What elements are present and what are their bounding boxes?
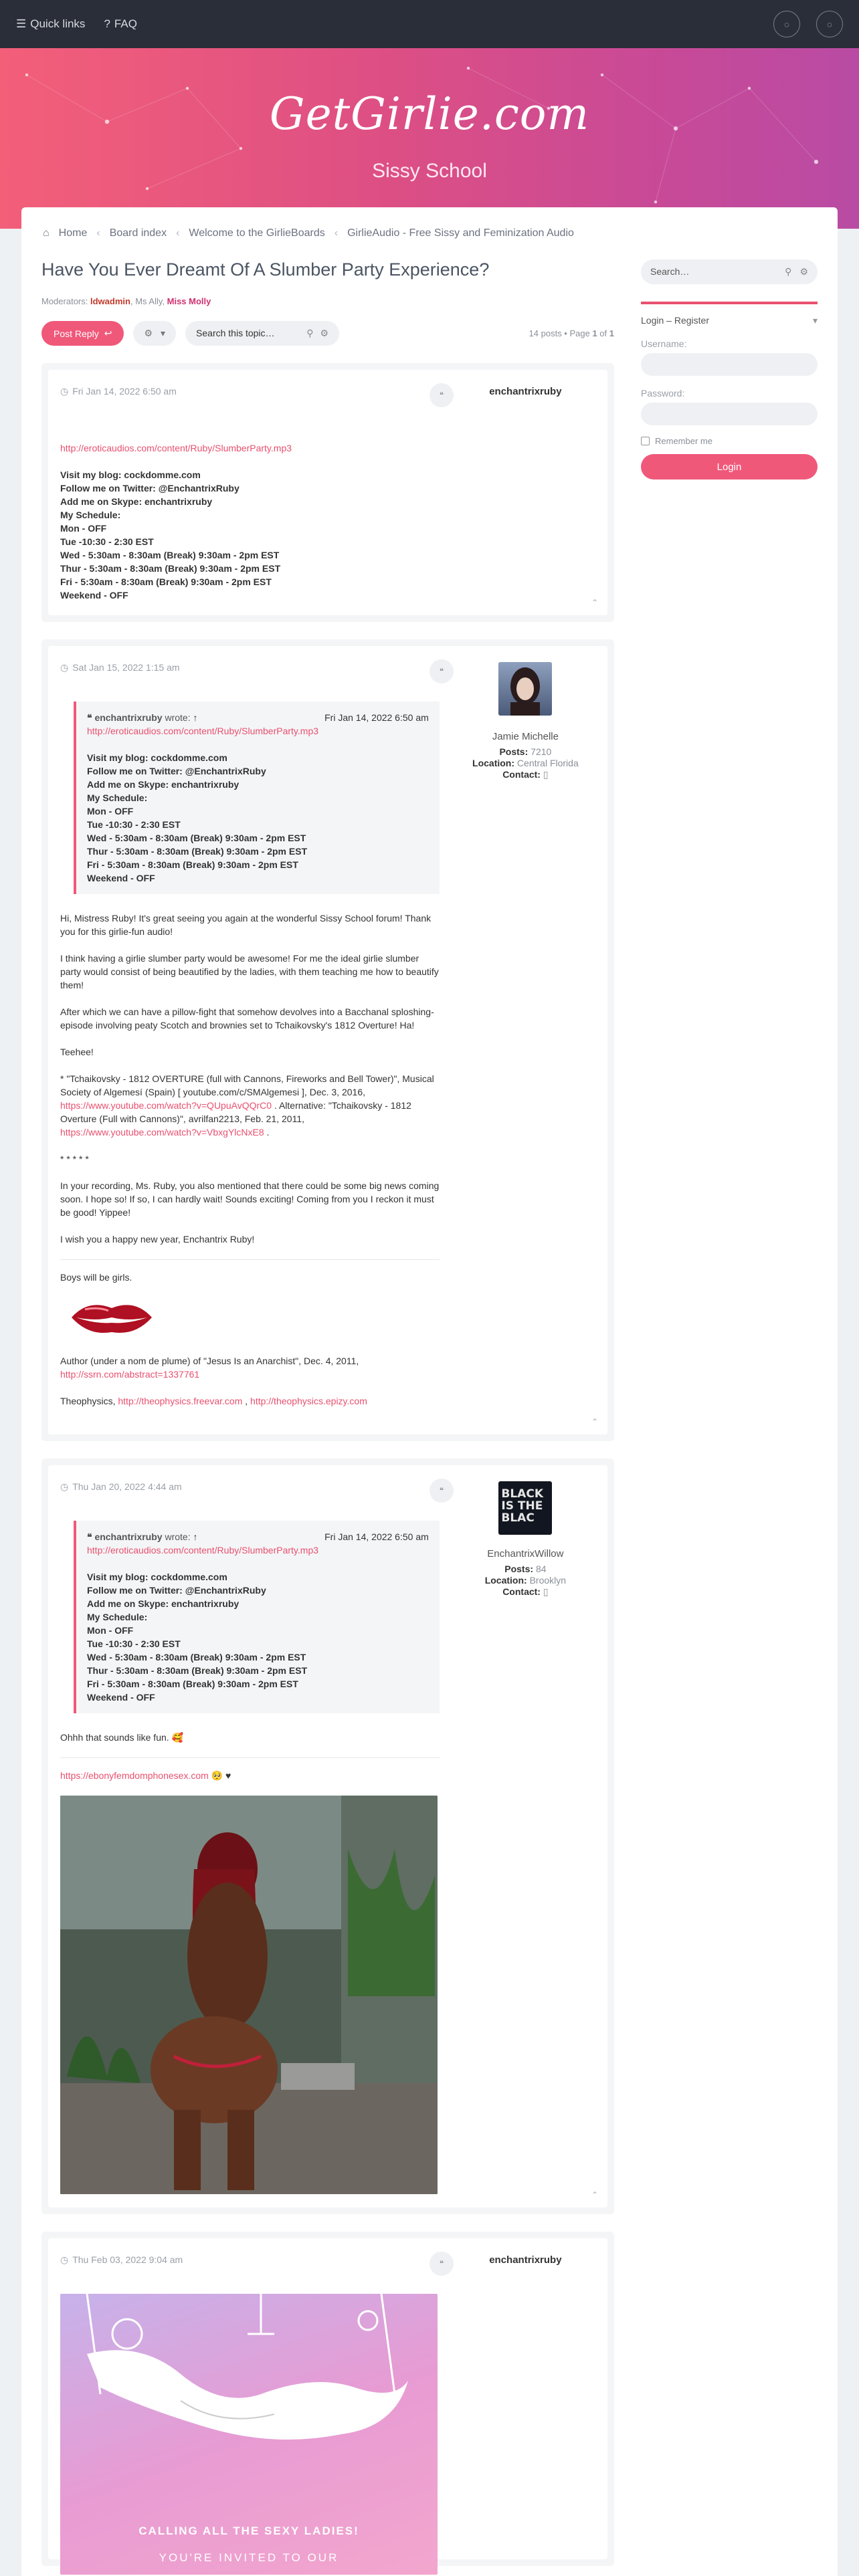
- site-header: [0, 48, 859, 229]
- breadcrumb-forum-girlieaudio[interactable]: GirlieAudio - Free Sissy and Feminization Audio: [347, 227, 574, 239]
- post-profile: [457, 386, 594, 602]
- clock-icon: ◷: [60, 662, 69, 673]
- home-icon: ⌂: [43, 227, 50, 239]
- signature: https://ebonyfemdomphonesex.com 🥺 ♥: [60, 1757, 440, 2194]
- post: [41, 2232, 614, 2566]
- contact-icon[interactable]: ▯: [543, 1586, 549, 1597]
- schedule-line: Tue -10:30 - 2:30 EST: [87, 819, 181, 830]
- post: [41, 639, 614, 1441]
- quote-button[interactable]: [430, 1479, 454, 1503]
- party-invite-image: [60, 2294, 438, 2575]
- clock-icon: ◷: [60, 2254, 69, 2265]
- post-date[interactable]: ◷ Sat Jan 15, 2022 1:15 am: [60, 662, 180, 673]
- settings-icon[interactable]: ⚙: [320, 328, 329, 338]
- remember-me-checkbox[interactable]: [641, 437, 650, 445]
- post: [41, 363, 614, 622]
- schedule-line: Visit my blog: cockdomme.com: [87, 1572, 227, 1582]
- schedule-line: Mon - OFF: [87, 1625, 134, 1636]
- quote-block: ❝ enchantrixruby wrote: ↑ Fri Jan 14, 2022 6:50 am http://eroticaudios.com/content/Ruby/SlumberParty.mp3 Visit my blog: cockdomme.com Follow me on Twitter: @EnchantrixRuby Add me on Skype: enchantrixruby My Schedule: Mon - OFF Tue -10:30 - 2:30 EST Wed - 5:30am - 8:30am (Break) 9:30am - 2pm EST Thur - 5:30am - 8:30am (Break) 9:30am - 2pm EST Fri - 5:30am - 8:30am (Break) 9:30am - 2pm EST Weekend - OFF: [74, 702, 440, 894]
- schedule-line: Mon - OFF: [60, 523, 107, 534]
- quote-icon: ❝: [439, 2259, 444, 2268]
- post-author[interactable]: enchantrixruby: [489, 2254, 562, 2266]
- quote-button[interactable]: [430, 383, 454, 407]
- quote-button[interactable]: [430, 659, 454, 683]
- avatar[interactable]: BLACK IS THE BLAC: [498, 1481, 552, 1535]
- quick-links-menu[interactable]: ☰ Quick links: [16, 17, 86, 30]
- post-paragraph: In your recording, Ms. Ruby, you also mentioned that there could be some big news coming soon. I hope so! If so, I can hardly wait! Sounds exciting! Coming from you I reckon it must be good! Yippee!: [60, 1180, 440, 1218]
- quote-icon: ❝: [439, 667, 444, 676]
- chevron-down-icon: ▾: [161, 328, 166, 338]
- quote-button[interactable]: [430, 2252, 454, 2276]
- login-button[interactable]: Login: [641, 454, 818, 479]
- breadcrumb-separator: ‹: [334, 227, 339, 239]
- post-author[interactable]: enchantrixruby: [489, 386, 562, 397]
- audio-link[interactable]: http://eroticaudios.com/content/Ruby/SlumberParty.mp3: [60, 443, 292, 453]
- schedule-line: Add me on Skype: enchantrixruby: [87, 1598, 240, 1609]
- stars-divider: * * * * *: [60, 1154, 89, 1164]
- password-field[interactable]: [641, 403, 818, 425]
- post-profile: [457, 2254, 594, 2546]
- schedule-line: Add me on Skype: enchantrixruby: [87, 779, 240, 790]
- signature: Boys will be girls. Author (under a nom de plume) of "Jesus Is an Anarchist", Dec. 4, 2011, http://ssrn.com/abstract=1337761 Theophysics, http://theophysics.freevar.com , http://theophysics.epizy.com: [60, 1259, 440, 1408]
- schedule-line: Thur - 5:30am - 8:30am (Break) 9:30am - 2pm EST: [87, 1665, 308, 1676]
- audio-link[interactable]: http://eroticaudios.com/content/Ruby/SlumberParty.mp3: [87, 726, 319, 736]
- breadcrumb-board-index[interactable]: Board index: [109, 227, 167, 239]
- post-author[interactable]: EnchantrixWillow: [487, 1548, 564, 1560]
- schedule-text: [87, 751, 429, 885]
- register-link[interactable]: Register: [674, 315, 709, 326]
- top-navbar: [0, 0, 859, 48]
- site-subtitle: Sissy School: [372, 160, 487, 182]
- audio-link[interactable]: http://eroticaudios.com/content/Ruby/SlumberParty.mp3: [87, 1545, 319, 1555]
- quote-author[interactable]: enchantrixruby: [94, 1531, 163, 1542]
- invite-subheading: YOU'RE INVITED TO OUR: [159, 2551, 339, 2564]
- topic-search-input[interactable]: Search this topic… ⚲ ⚙: [185, 321, 339, 346]
- quote-date: Fri Jan 14, 2022 6:50 am: [324, 712, 429, 723]
- lips-image: [68, 1297, 155, 1337]
- schedule-line: My Schedule:: [87, 792, 148, 803]
- topic-title[interactable]: Have You Ever Dreamt Of A Slumber Party Experience?: [41, 259, 490, 280]
- schedule-line: Fri - 5:30am - 8:30am (Break) 9:30am - 2pm EST: [87, 859, 298, 870]
- youtube-link[interactable]: https://www.youtube.com/watch?v=VbxgYlcNxE8: [60, 1127, 264, 1138]
- post-reply-button[interactable]: Post Reply ↩: [41, 321, 124, 346]
- post-date[interactable]: ◷ Thu Jan 20, 2022 4:44 am: [60, 1481, 182, 1492]
- clock-icon: ◷: [60, 1481, 69, 1492]
- schedule-line: Visit my blog: cockdomme.com: [87, 752, 227, 763]
- quote-author[interactable]: enchantrixruby: [94, 712, 163, 723]
- user-icon: ◌: [827, 19, 832, 29]
- reply-icon: ↩: [104, 328, 112, 338]
- schedule-line: My Schedule:: [60, 510, 121, 520]
- remember-me-label: Remember me: [655, 436, 712, 446]
- post: [41, 1459, 614, 2214]
- schedule-line: Add me on Skype: enchantrixruby: [60, 496, 213, 507]
- sidebar-search-input[interactable]: Search… ⚲ ⚙: [641, 259, 818, 284]
- theophysics-link[interactable]: http://theophysics.freevar.com: [118, 1396, 243, 1406]
- schedule-line: Follow me on Twitter: @EnchantrixRuby: [87, 766, 266, 776]
- page-body: [21, 207, 838, 2576]
- jump-to-post-icon[interactable]: ↑: [193, 1531, 198, 1542]
- password-label: Password:: [641, 388, 685, 399]
- schedule-text: [60, 468, 440, 602]
- schedule-line: Fri - 5:30am - 8:30am (Break) 9:30am - 2pm EST: [87, 1679, 298, 1689]
- back-to-top-button[interactable]: ⌃: [591, 1417, 598, 1426]
- post-paragraph: Teehee!: [60, 1047, 94, 1057]
- username-field[interactable]: [641, 353, 818, 376]
- search-icon[interactable]: ⚲: [306, 328, 314, 338]
- avatar[interactable]: [498, 662, 552, 716]
- quick-links-group: [16, 17, 137, 31]
- schedule-line: Fri - 5:30am - 8:30am (Break) 9:30am - 2pm EST: [60, 576, 272, 587]
- schedule-line: Thur - 5:30am - 8:30am (Break) 9:30am - 2pm EST: [60, 563, 281, 574]
- topic-tools-button[interactable]: [133, 321, 176, 346]
- search-icon[interactable]: ⚲: [785, 266, 792, 277]
- schedule-line: Tue -10:30 - 2:30 EST: [60, 536, 154, 547]
- help-icon: ?: [104, 17, 110, 30]
- moderator-link[interactable]: ldwadmin: [90, 296, 130, 306]
- signature-link[interactable]: https://ebonyfemdomphonesex.com: [60, 1770, 209, 1781]
- quote-block: ❝ enchantrixruby wrote: ↑ Fri Jan 14, 2022 6:50 am http://eroticaudios.com/content/Ruby/SlumberParty.mp3 Visit my blog: cockdomme.com Follow me on Twitter: @EnchantrixRuby Add me on Skype: enchantrixruby My Schedule: Mon - OFF Tue -10:30 - 2:30 EST Wed - 5:30am - 8:30am (Break) 9:30am - 2pm EST Thur - 5:30am - 8:30am (Break) 9:30am - 2pm EST Fri - 5:30am - 8:30am (Break) 9:30am - 2pm EST Weekend - OFF: [74, 1521, 440, 1713]
- schedule-line: Weekend - OFF: [87, 873, 155, 883]
- faq-link[interactable]: ? FAQ: [104, 17, 137, 30]
- schedule-line: Thur - 5:30am - 8:30am (Break) 9:30am - 2pm EST: [87, 846, 308, 857]
- bell-icon: ◌: [784, 19, 789, 29]
- back-to-top-button[interactable]: ⌃: [591, 2190, 598, 2199]
- schedule-line: Wed - 5:30am - 8:30am (Break) 9:30am - 2pm EST: [87, 1652, 306, 1662]
- quote-date: Fri Jan 14, 2022 6:50 am: [324, 1531, 429, 1542]
- moderator-link[interactable]: Ms Ally: [135, 296, 163, 306]
- post-date[interactable]: ◷ Thu Feb 03, 2022 9:04 am: [60, 2254, 183, 2265]
- sidebar: [641, 259, 818, 2566]
- schedule-line: Mon - OFF: [87, 806, 134, 817]
- clock-icon: ◷: [60, 386, 69, 397]
- schedule-line: Follow me on Twitter: @EnchantrixRuby: [60, 483, 240, 494]
- post-image: [60, 1796, 438, 2194]
- login-panel: Login – Register ▾ Username: Password: Remember me Login: [641, 302, 818, 479]
- theophysics-link[interactable]: http://theophysics.epizy.com: [250, 1396, 367, 1406]
- youtube-link[interactable]: https://www.youtube.com/watch?v=QUpuAvQQrC0: [60, 1100, 272, 1111]
- schedule-line: Wed - 5:30am - 8:30am (Break) 9:30am - 2pm EST: [87, 833, 306, 843]
- schedule-line: Weekend - OFF: [87, 1692, 155, 1703]
- user-menu-button[interactable]: [816, 11, 843, 37]
- post-profile: Jamie Michelle Posts: 7210 Location: Central Florida Contact: ▯: [457, 662, 594, 1421]
- breadcrumb-separator: ‹: [96, 227, 100, 239]
- invite-heading: CALLING ALL THE SEXY LADIES!: [138, 2525, 359, 2537]
- schedule-line: Weekend - OFF: [60, 590, 128, 601]
- chevron-down-icon[interactable]: ▾: [812, 315, 818, 326]
- quote-icon: ❝: [87, 712, 92, 723]
- ssrn-link[interactable]: http://ssrn.com/abstract=1337761: [60, 1369, 200, 1380]
- schedule-line: My Schedule:: [87, 1612, 148, 1622]
- schedule-line: Tue -10:30 - 2:30 EST: [87, 1638, 181, 1649]
- schedule-line: Wed - 5:30am - 8:30am (Break) 9:30am - 2pm EST: [60, 550, 280, 560]
- login-link[interactable]: Login: [641, 315, 664, 326]
- quote-icon: ❝: [439, 1486, 444, 1495]
- pagination-info: 14 posts • Page 1 of 1: [529, 328, 614, 338]
- moderators-line: Moderators: ldwadmin, Ms Ally, Miss Molly: [41, 296, 211, 306]
- back-to-top-button[interactable]: ⌃: [591, 598, 598, 607]
- schedule-text: [87, 1570, 429, 1704]
- quote-icon: ❝: [87, 1531, 92, 1542]
- wrench-icon: ⚙: [144, 328, 153, 338]
- post-paragraph: After which we can have a pillow-fight that somehow devolves into a Bacchanal sploshing-episode involving peaty Scotch and brownies set to Tchaikovsky's 1812 Overture! Ha!: [60, 1006, 434, 1031]
- notifications-button[interactable]: [773, 11, 800, 37]
- footnote: * "Tchaikovsky - 1812 OVERTURE (full with Cannons, Fireworks and Bell Tower)", Musical Society of Algemesí (Spain) [ youtube.com/c/SMAlgemesi ], Dec. 3, 2016, https://www.youtube.com/watch?v=QUpuAvQQrC0 . Alternative: "Tchaikovsky - 1812 Overture (Full with Cannons)", avrilfan2213, Feb. 21, 2011, https://www.youtube.com/watch?v=VbxgYlcNxE8 .: [60, 1073, 434, 1138]
- post-author[interactable]: Jamie Michelle: [492, 731, 559, 742]
- post-date[interactable]: ◷ Fri Jan 14, 2022 6:50 am: [60, 386, 177, 397]
- breadcrumb: [41, 227, 818, 239]
- topic-main: [41, 259, 614, 2566]
- schedule-line: Visit my blog: cockdomme.com: [60, 469, 201, 480]
- username-label: Username:: [641, 338, 687, 349]
- quote-icon: ❝: [439, 391, 444, 400]
- topic-actions: [41, 321, 614, 346]
- post-paragraph: Ohhh that sounds like fun. 🥰: [60, 1732, 183, 1743]
- post-paragraph: I think having a girlie slumber party would be awesome! For me the ideal girlie slumber party would consist of being beautified by the ladies, with them teaching me how to beautify them!: [60, 953, 439, 990]
- breadcrumb-home[interactable]: Home: [58, 227, 88, 239]
- settings-icon[interactable]: ⚙: [799, 266, 808, 277]
- breadcrumb-separator: ‹: [176, 227, 180, 239]
- contact-icon[interactable]: ▯: [543, 769, 549, 780]
- post-profile: BLACK IS THE BLAC EnchantrixWillow Posts: 84 Location: Brooklyn Contact: ▯: [457, 1481, 594, 2194]
- post-paragraph: I wish you a happy new year, Enchantrix Ruby!: [60, 1234, 255, 1245]
- site-logo[interactable]: GetGirlie.com: [269, 88, 590, 140]
- menu-icon: ☰: [16, 17, 27, 30]
- breadcrumb-forum-welcome[interactable]: Welcome to the GirlieBoards: [189, 227, 325, 239]
- moderator-link[interactable]: Miss Molly: [167, 296, 211, 306]
- jump-to-post-icon[interactable]: ↑: [193, 712, 198, 723]
- post-paragraph: Hi, Mistress Ruby! It's great seeing you again at the wonderful Sissy School forum! Thank you for this girlie-fun audio!: [60, 913, 432, 937]
- schedule-line: Follow me on Twitter: @EnchantrixRuby: [87, 1585, 266, 1596]
